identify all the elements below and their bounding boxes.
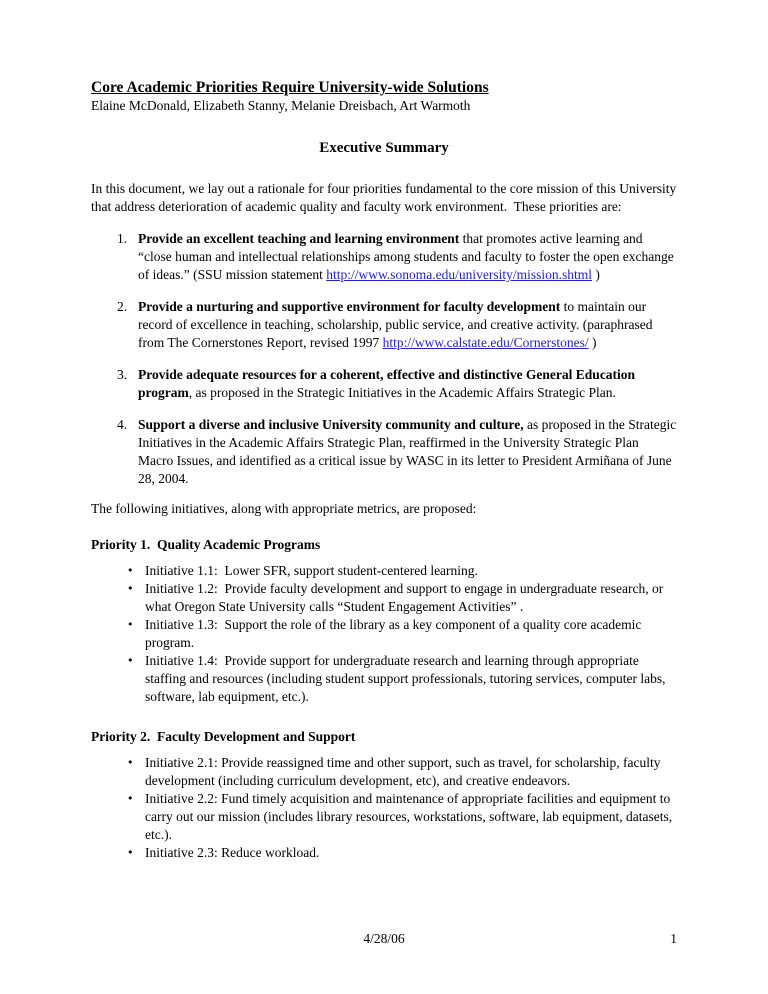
mission-statement-link[interactable]: http://www.sonoma.edu/university/mission.shtml	[326, 267, 592, 282]
initiative-2-2-text: Initiative 2.2: Fund timely acquisition and maintenance of appropriate facilities and equipment to carry out our mission (includes library resources, workstations, software, lab equipment, datasets, etc.).	[145, 791, 676, 842]
item-text	[138, 366, 677, 402]
bullet-icon: •	[127, 654, 134, 667]
priority-2-heading: Priority 2. Faculty Development and Support	[91, 729, 356, 744]
executive-summary-heading: Executive Summary	[319, 140, 449, 156]
numbered-priorities-list	[91, 230, 680, 488]
bullet-icon: •	[127, 564, 134, 577]
bullet-icon: •	[127, 846, 134, 859]
bullet-icon: •	[127, 618, 134, 631]
initiative-1-1-text: Initiative 1.1: Lower SFR, support student-centered learning.	[145, 563, 478, 578]
item-bold-lead: Provide an excellent teaching and learning environment	[138, 231, 460, 246]
item-text	[138, 416, 680, 488]
item-text	[138, 230, 677, 284]
item-number: 1.	[117, 231, 128, 246]
item-number: 2.	[117, 299, 128, 314]
list-item	[91, 366, 677, 402]
bullet-item	[91, 652, 677, 706]
item-body-text: as proposed in the Strategic Initiatives in the Academic Affairs Strategic Plan, reaffirmed in the University Strategic Plan Macro Issues, and identified as a critical issue by WASC in its letter to President Armiñana of June 28, 2004.	[138, 417, 680, 486]
initiative-1-4-text: Initiative 1.4: Provide support for undergraduate research and learning through appropriate staffing and resources (including student support professionals, tutoring services, computer labs, software, lab equipment, etc.).	[145, 653, 669, 704]
item-text	[138, 298, 677, 352]
list-item	[91, 230, 677, 284]
item-bold-lead: Provide a nurturing and supportive environment for faculty development	[138, 299, 561, 314]
initiative-2-3-text: Initiative 2.3: Reduce workload.	[145, 845, 320, 860]
item-tail-text: )	[591, 267, 600, 282]
priority-1-heading: Priority 1. Quality Academic Programs	[91, 537, 321, 552]
initiative-1-3-text: Initiative 1.3: Support the role of the library as a key component of a quality core academic program.	[145, 617, 645, 650]
bullet-item	[91, 580, 677, 616]
bullet-icon: •	[127, 756, 134, 769]
item-number: 3.	[117, 367, 128, 382]
page-title: Core Academic Priorities Require University-wide Solutions	[91, 79, 489, 96]
following-initiatives-paragraph: The following initiatives, along with appropriate metrics, are proposed:	[91, 501, 477, 516]
initiative-1-2-text: Initiative 1.2: Provide faculty development and support to engage in undergraduate research, or what Oregon State University calls “Student Engagement Activities” .	[145, 581, 667, 614]
priority-1-bullet-list	[91, 562, 677, 706]
item-number: 4.	[117, 417, 128, 432]
list-item	[91, 298, 677, 352]
initiative-2-1-text: Initiative 2.1: Provide reassigned time and other support, such as travel, for scholarship, faculty development (including curriculum development, etc), and creative endeavors.	[145, 755, 664, 788]
item-bold-lead: Provide adequate resources for a coherent, effective and distinctive General Education program	[138, 367, 639, 400]
cornerstones-link[interactable]: http://www.calstate.edu/Cornerstones/	[382, 335, 589, 350]
priority-2-bullet-list	[91, 754, 677, 862]
authors-line: Elaine McDonald, Elizabeth Stanny, Melanie Dreisbach, Art Warmoth	[91, 98, 471, 113]
bullet-item	[91, 844, 677, 862]
bullet-item	[91, 562, 677, 580]
item-body-text: to maintain our record of excellence in teaching, scholarship, public service, and creative activity. (paraphrased from The Cornerstones Report, revised 1997	[138, 299, 656, 350]
page-number: 1	[670, 931, 677, 946]
bullet-item	[91, 754, 677, 790]
item-body-text: that promotes active learning and “close human and intellectual relationships among students and faculty to foster the open exchange of ideas.” (SSU mission statement	[138, 231, 678, 282]
item-bold-lead: Support a diverse and inclusive University community and culture,	[138, 417, 524, 432]
item-tail-text: )	[588, 335, 597, 350]
list-item	[91, 416, 680, 488]
footer-date: 4/28/06	[363, 931, 405, 946]
bullet-item	[91, 790, 677, 844]
bullet-icon: •	[127, 792, 134, 805]
bullet-item	[91, 616, 677, 652]
page-footer	[91, 930, 677, 948]
bullet-icon: •	[127, 582, 134, 595]
intro-paragraph: In this document, we lay out a rationale for four priorities fundamental to the core mission of this University that address deterioration of academic quality and faculty work environment. These priorities are:	[91, 181, 680, 214]
item-body-text: , as proposed in the Strategic Initiatives in the Academic Affairs Strategic Plan.	[188, 385, 616, 400]
